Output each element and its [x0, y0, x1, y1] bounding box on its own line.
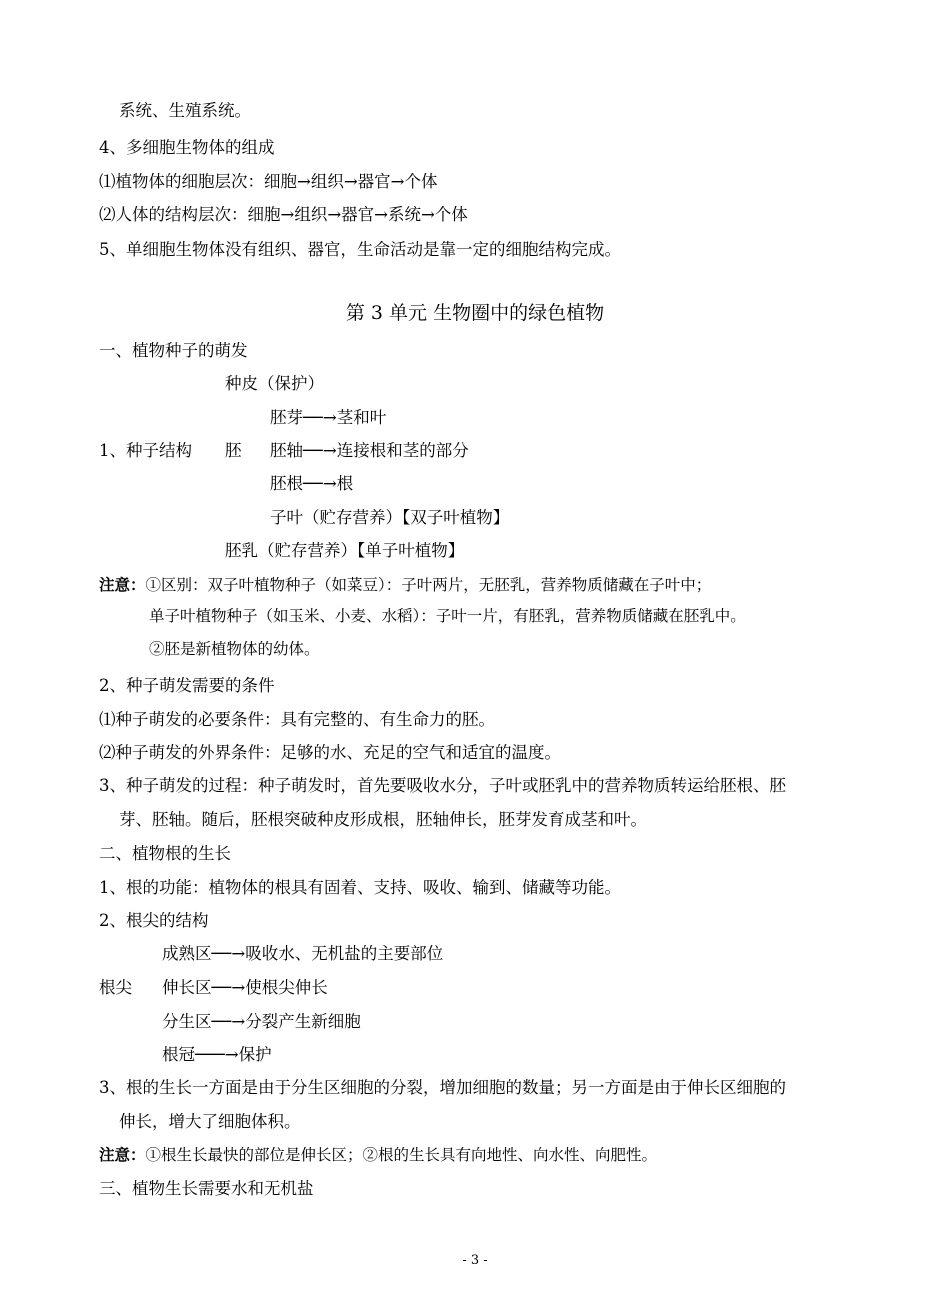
note-text: ①区别：双子叶植物种子（如菜豆）：子叶两片，无胚乳，营养物质储藏在子叶中；	[145, 576, 712, 594]
text-line: ⑴种子萌发的必要条件：具有完整的、有生命力的胚。	[99, 710, 495, 729]
text-line: 2、根尖的结构	[99, 911, 209, 930]
note-line	[99, 1143, 657, 1167]
hypocotyl-label: 胚轴──→连接根和茎的部分	[270, 441, 469, 460]
text-line: 2、种子萌发需要的条件	[99, 676, 275, 695]
zone-meristem: 分生区──→分裂产生新细胞	[162, 1012, 361, 1031]
zone-root-cap: 根冠───→保护	[162, 1045, 272, 1064]
text-line: 4、多细胞生物体的组成	[99, 138, 275, 157]
text-line: ⑵人体的结构层次：细胞→组织→器官→系统→个体	[99, 205, 468, 224]
text-line: ⑴植物体的细胞层次：细胞→组织→器官→个体	[99, 172, 438, 191]
zone-maturation: 成熟区──→吸收水、无机盐的主要部位	[162, 944, 444, 963]
page-number: - 3 -	[462, 1253, 488, 1268]
note-line	[99, 573, 711, 597]
zone-elongation: 伸长区──→使根尖伸长	[162, 978, 328, 997]
plumule-label: 胚芽──→茎和叶	[270, 408, 387, 427]
note-line: 单子叶植物种子（如玉米、小麦、水稻）：子叶一片，有胚乳，营养物质储藏在胚乳中。	[149, 607, 746, 625]
seed-structure-label: 1、种子结构	[99, 441, 192, 460]
text-line: ⑵种子萌发的外界条件：足够的水、充足的空气和适宜的温度。	[99, 743, 561, 762]
text-line: 5、单细胞生物体没有组织、器官，生命活动是靠一定的细胞结构完成。	[99, 240, 621, 259]
text-line: 芽、胚轴。随后，胚根突破种皮形成根，胚轴伸长，胚芽发育成茎和叶。	[119, 810, 647, 829]
text-line: 伸长，增大了细胞体积。	[119, 1112, 301, 1131]
root-tip-label: 根尖	[99, 978, 132, 997]
endosperm-label: 胚乳（贮存营养）【单子叶植物】	[225, 541, 465, 560]
note-label: 注意：	[99, 1145, 146, 1164]
section-heading: 三、植物生长需要水和无机盐	[99, 1179, 314, 1198]
note-line: ②胚是新植物体的幼体。	[149, 640, 320, 658]
section-heading: 二、植物根的生长	[99, 844, 231, 863]
section-heading: 一、植物种子的萌发	[99, 341, 248, 360]
cotyledon-label: 子叶（贮存营养）【双子叶植物】	[270, 508, 510, 527]
text-line: 系统、生殖系统。	[119, 101, 251, 120]
text-line: 3、种子萌发的过程：种子萌发时，首先要吸收水分，子叶或胚乳中的营养物质转运给胚根、胚	[99, 776, 786, 795]
unit-title: 第 3 单元 生物圈中的绿色植物	[345, 302, 605, 324]
radicle-label: 胚根──→根	[270, 474, 354, 493]
note-label: 注意：	[99, 575, 146, 594]
seed-coat-label: 种皮（保护）	[225, 374, 324, 393]
text-line: 1、根的功能：植物体的根具有固着、支持、吸收、输到、储藏等功能。	[99, 878, 621, 897]
text-line: 3、根的生长一方面是由于分生区细胞的分裂，增加细胞的数量；另一方面是由于伸长区细胞的	[99, 1078, 786, 1097]
embryo-label: 胚	[225, 441, 242, 460]
note-text: ①根生长最快的部位是伸长区；②根的生长具有向地性、向水性、向肥性。	[145, 1146, 658, 1164]
